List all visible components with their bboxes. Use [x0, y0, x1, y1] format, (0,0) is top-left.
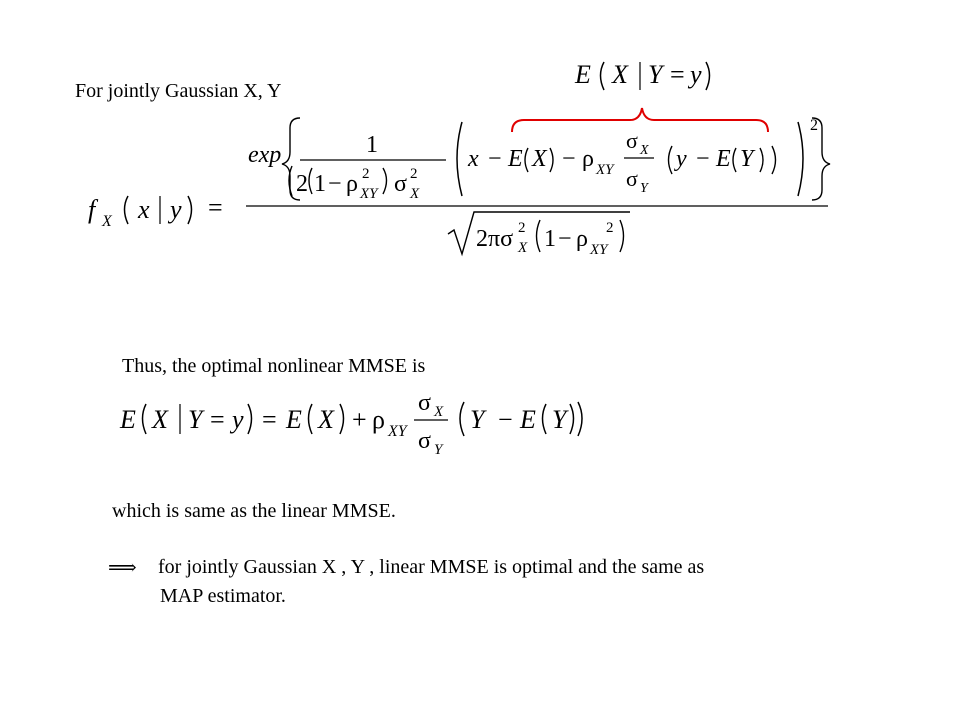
svg-text:σ: σ — [626, 128, 638, 153]
svg-text:E: E — [520, 405, 536, 434]
svg-text:1: 1 — [314, 171, 326, 197]
svg-text:2: 2 — [606, 220, 614, 236]
svg-text:E: E — [120, 405, 136, 434]
svg-text:Y: Y — [188, 405, 203, 434]
svg-text:ρ: ρ — [576, 226, 588, 252]
svg-text:σ: σ — [394, 171, 407, 197]
svg-text:2: 2 — [362, 166, 370, 182]
svg-text:X: X — [318, 405, 334, 434]
svg-text:XY: XY — [360, 186, 378, 202]
svg-text:ρ: ρ — [372, 405, 385, 434]
svg-text:+: + — [352, 405, 367, 434]
svg-text:σ: σ — [418, 390, 431, 416]
svg-text:y: y — [690, 60, 702, 89]
svg-text:XY: XY — [388, 423, 407, 440]
svg-text:E: E — [508, 146, 523, 172]
same-as-linear-text: which is same as the linear MMSE. — [112, 500, 396, 522]
svg-text:f: f — [88, 195, 96, 224]
svg-text:σ: σ — [626, 166, 638, 191]
svg-text:y: y — [232, 405, 244, 434]
svg-text:Y: Y — [470, 405, 485, 434]
svg-text:Y: Y — [434, 442, 443, 458]
svg-text:ρ: ρ — [346, 171, 358, 197]
svg-text:1: 1 — [366, 132, 378, 158]
conclusion-line-2: MAP estimator. — [160, 585, 286, 607]
svg-text:ρ: ρ — [582, 146, 594, 172]
svg-text:2: 2 — [810, 117, 818, 134]
result-intro: Thus, the optimal nonlinear MMSE is — [122, 355, 426, 377]
svg-text:2: 2 — [518, 220, 526, 236]
svg-text:Y: Y — [740, 146, 754, 172]
svg-text:E: E — [716, 146, 731, 172]
svg-text:−: − — [498, 405, 513, 434]
svg-text:E: E — [575, 60, 591, 89]
svg-text:XY: XY — [596, 162, 614, 178]
svg-text:x: x — [468, 146, 479, 172]
svg-text:−: − — [696, 146, 710, 172]
pdf-lhs — [88, 193, 223, 230]
svg-text:exp: exp — [248, 142, 282, 168]
implies-icon: ⟹ — [108, 557, 137, 579]
svg-text:=: = — [670, 60, 685, 89]
svg-text:=: = — [210, 405, 225, 434]
brace-label — [574, 60, 710, 90]
svg-text:X: X — [532, 146, 547, 172]
joint-pdf-equation — [0, 0, 960, 300]
numerator — [248, 117, 830, 202]
svg-text:1: 1 — [544, 226, 556, 252]
intro-text: For jointly Gaussian X, Y — [75, 80, 282, 102]
curly-brace — [512, 108, 768, 132]
svg-text:σ: σ — [418, 428, 431, 454]
svg-text:X: X — [612, 60, 628, 89]
svg-text:X: X — [152, 405, 168, 434]
svg-text:2πσ: 2πσ — [476, 226, 514, 252]
svg-text:2: 2 — [296, 171, 308, 197]
svg-text:Y: Y — [640, 181, 648, 196]
svg-text:−: − — [558, 226, 572, 252]
svg-text:=: = — [262, 405, 277, 434]
svg-text:y: y — [170, 195, 182, 224]
svg-text:Y: Y — [552, 405, 567, 434]
svg-text:X: X — [640, 143, 649, 158]
svg-text:2: 2 — [410, 166, 418, 182]
svg-text:x: x — [138, 195, 150, 224]
svg-text:=: = — [208, 193, 223, 222]
svg-text:Y: Y — [648, 60, 663, 89]
svg-text:y: y — [676, 146, 687, 172]
svg-text:X: X — [518, 240, 528, 256]
svg-text:−: − — [328, 171, 342, 197]
svg-text:E: E — [286, 405, 302, 434]
svg-text:−: − — [562, 146, 576, 172]
denominator — [448, 212, 630, 258]
conclusion-line-1: for jointly Gaussian X , Y , linear MMSE is optimal and the same as — [158, 556, 705, 578]
svg-text:X: X — [102, 213, 112, 230]
svg-text:XY: XY — [590, 242, 608, 258]
svg-text:−: − — [488, 146, 502, 172]
svg-text:X: X — [410, 186, 420, 202]
svg-text:X: X — [434, 404, 444, 420]
